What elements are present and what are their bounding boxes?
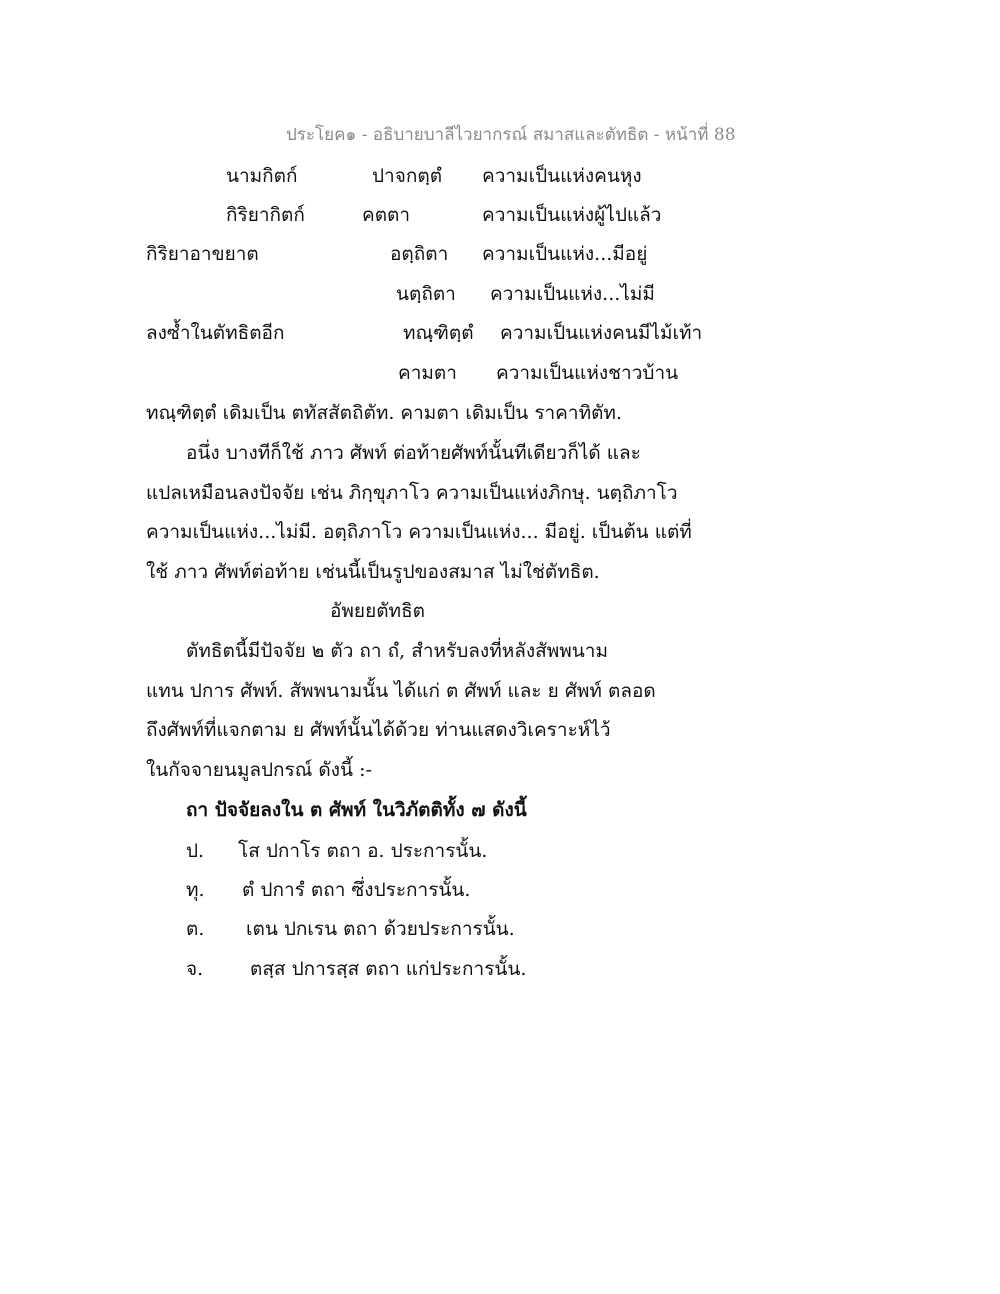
case-text: เตน ปกเรน ตถา ด้วยประการนั้น. [246, 918, 515, 940]
table-row-meaning: ความเป็นแห่งคนหุง [482, 165, 642, 187]
case-abbrev: จ. [186, 958, 204, 980]
paragraph-line: ถึงศัพท์ที่แจกตาม ย ศัพท์นั้นได้ด้วย ท่านแสดงวิเคราะห์ไว้ [146, 719, 611, 741]
paragraph-line: อนึ่ง บางทีก็ใช้ ภาว ศัพท์ ต่อท้ายศัพท์นั้นทีเดียวก็ได้ และ [186, 442, 641, 464]
note-line: ทณฺฑิตฺตํ เดิมเป็น ตทัสสัตถิตัท. คามตา เดิมเป็น ราคาทิตัท. [146, 402, 622, 424]
paragraph-line: แปลเหมือนลงปัจจัย เช่น ภิกฺขุภาโว ความเป็นแห่งภิกษุ. นตฺถิภาโว [146, 482, 678, 504]
page-header: ประโยค๑ - อธิบายบาลีไวยากรณ์ สมาสและตัทธิต - หน้าที่ 88 [286, 125, 736, 145]
subheading: ถา ปัจจัยลงใน ต ศัพท์ ในวิภัตติทั้ง ๗ ดังนี้ [186, 799, 527, 821]
table-row-label: นามกิตก์ [226, 165, 298, 187]
case-abbrev: ต. [186, 918, 205, 940]
table-row-term: คามตา [398, 362, 457, 384]
case-abbrev: ทุ. [186, 879, 205, 901]
table-row-term: ทณฺฑิตฺตํ [403, 322, 474, 344]
paragraph-line: ความเป็นแห่ง...ไม่มี. อตฺถิภาโว ความเป็นแห่ง... มีอยู่. เป็นต้น แต่ที่ [146, 521, 692, 543]
table-row-label: กิริยาอาขยาต [146, 243, 259, 265]
table-row-term: นตฺถิตา [396, 283, 456, 305]
case-abbrev: ป. [186, 840, 205, 862]
table-row-meaning: ความเป็นแห่งผู้ไปแล้ว [482, 204, 662, 226]
paragraph-line: แทน ปการ ศัพท์. สัพพนามนั้น ได้แก่ ต ศัพท์ และ ย ศัพท์ ตลอด [146, 680, 656, 702]
table-row-meaning: ความเป็นแห่งคนมีไม้เท้า [500, 322, 703, 344]
table-row-meaning: ความเป็นแห่ง...มีอยู่ [482, 243, 648, 265]
table-row-label: ลงซ้ำในตัทธิตอีก [146, 322, 285, 344]
table-row-meaning: ความเป็นแห่ง...ไม่มี [490, 283, 655, 305]
table-row-term: ปาจกตฺตํ [372, 165, 443, 187]
paragraph-line: ในกัจจายนมูลปกรณ์ ดังนี้ :- [146, 759, 372, 781]
table-row-term: อตฺถิตา [390, 243, 449, 265]
table-row-label: กิริยากิตก์ [226, 204, 305, 226]
table-row-term: คตตา [362, 204, 411, 226]
case-text: โส ปกาโร ตถา อ. ประการนั้น. [238, 840, 488, 862]
section-title: อัพยยตัทธิต [330, 600, 425, 622]
table-row-meaning: ความเป็นแห่งชาวบ้าน [496, 362, 679, 384]
case-text: ตสฺส ปการสฺส ตถา แก่ประการนั้น. [250, 958, 527, 980]
case-text: ตํ ปการํ ตถา ซึ่งประการนั้น. [242, 879, 471, 901]
paragraph-line: ใช้ ภาว ศัพท์ต่อท้าย เช่นนี้เป็นรูปของสมาส ไม่ใช่ตัทธิต. [146, 561, 600, 583]
paragraph-line: ตัทธิตนี้มีปัจจัย ๒ ตัว ถา ถํ, สำหรับลงที่หลังสัพพนาม [186, 640, 608, 662]
